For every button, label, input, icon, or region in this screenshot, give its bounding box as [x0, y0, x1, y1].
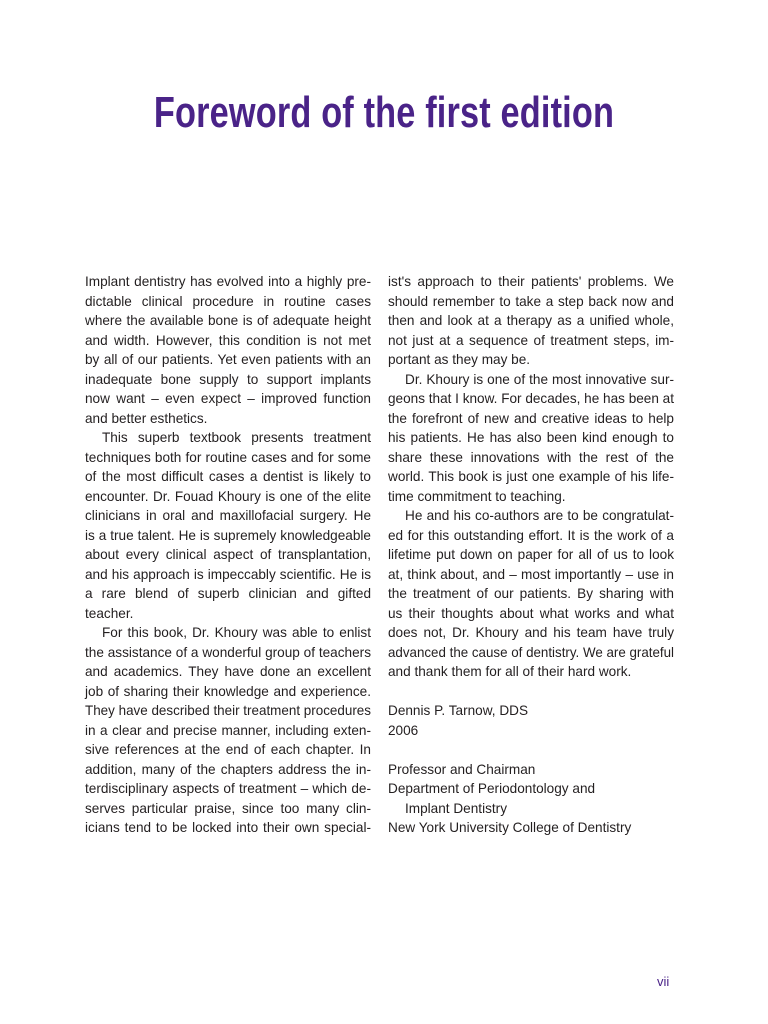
paragraph-line — [85, 662, 371, 682]
paragraph-line — [388, 272, 674, 292]
paragraph-line-text: in a clear and precise manner, including exten- — [85, 722, 371, 738]
paragraph-line-text: They have described their treatment procedures — [85, 703, 371, 718]
paragraph-line-text: icians tend to be locked into their own special- — [85, 820, 371, 835]
paragraph-line — [85, 818, 371, 838]
paragraph-line-text: now want – even expect – improved function — [85, 391, 371, 406]
page-number: vii — [657, 974, 670, 989]
paragraph-line — [388, 292, 674, 312]
paragraph-line-text: should remember to take a step back now and — [388, 293, 674, 309]
paragraph-line — [388, 565, 674, 585]
paragraph-line — [388, 604, 674, 624]
paragraph-line — [388, 584, 674, 604]
paragraph-line — [85, 409, 371, 429]
signature-affiliation-text: Professor and Chairman — [388, 761, 536, 777]
paragraph-line — [388, 448, 674, 468]
paragraph-line-text: ed for this outstanding effort. It is the work of a — [388, 527, 674, 543]
paragraph-line — [85, 428, 371, 448]
paragraph-line-text: does not, Dr. Khoury and his team have truly — [388, 625, 674, 640]
signature-affiliation — [388, 779, 674, 799]
paragraph-line — [85, 331, 371, 351]
right-column — [388, 272, 674, 838]
paragraph-line — [85, 487, 371, 507]
paragraph-line-text: terdisciplinary aspects of treatment – which de- — [85, 781, 371, 796]
page-title-text: Foreword of the first edition — [153, 88, 615, 137]
paragraph-line — [388, 623, 674, 643]
signature-affiliation-text: Implant Dentistry — [405, 800, 507, 816]
paragraph-line — [85, 292, 371, 312]
paragraph-line — [85, 545, 371, 565]
paragraph-line-text: teacher. — [85, 605, 134, 621]
paragraph-line — [85, 604, 371, 624]
paragraph-line-text: He and his co-authors are to be congratulat- — [405, 508, 674, 523]
paragraph-line-text: encounter. Dr. Fouad Khoury is one of the elite — [85, 488, 371, 504]
paragraph-line — [85, 506, 371, 526]
signature-year-text: 2006 — [388, 722, 419, 738]
paragraph-line — [85, 760, 371, 780]
paragraph-line — [85, 584, 371, 604]
paragraph-line-text: and width. However, this condition is not met — [85, 332, 371, 348]
page-title — [0, 88, 768, 138]
spacer — [388, 740, 674, 760]
paragraph-line-text: the forefront of new and creative ideas to help — [388, 410, 674, 426]
paragraph-line-text: by all of our patients. Yet even patients with an — [85, 352, 371, 367]
paragraph-line-text: world. This book is just one example of his life- — [388, 469, 674, 484]
paragraph-line — [388, 526, 674, 546]
paragraph-line — [85, 643, 371, 663]
paragraph-line — [388, 506, 674, 526]
signature-affiliation-text: New York University College of Dentistry — [388, 820, 632, 835]
paragraph-line — [85, 389, 371, 409]
paragraph-line-text: and better esthetics. — [85, 410, 208, 426]
paragraph-line-text: Dr. Khoury is one of the most innovative sur- — [405, 371, 674, 387]
paragraph-line — [85, 623, 371, 643]
paragraph-line-text: time commitment to teaching. — [388, 488, 566, 504]
paragraph-line — [85, 740, 371, 760]
left-column — [85, 272, 371, 838]
paragraph-line — [388, 487, 674, 507]
paragraph-line — [85, 799, 371, 819]
paragraph-line-text: at, think about, and – most importantly – use in — [388, 566, 674, 582]
paragraph-line — [388, 370, 674, 390]
paragraph-line-text: serves particular praise, since too many clin- — [85, 800, 371, 816]
paragraph-line-text: and his approach is impeccably scientific. He is — [85, 566, 371, 582]
paragraph-line — [85, 526, 371, 546]
paragraph-line — [85, 370, 371, 390]
paragraph-line — [388, 662, 674, 682]
paragraph-line-text: a rare blend of superb clinician and gifted — [85, 586, 371, 601]
paragraph-line-text: clinicians in oral and maxillofacial surgery. He — [85, 508, 371, 523]
paragraph-line-text: geons that I know. For decades, he has been at — [388, 391, 674, 406]
paragraph-line-text: lifetime put down on paper for all of us to look — [388, 547, 674, 562]
signature-affiliation — [388, 760, 674, 780]
spacer — [388, 682, 674, 702]
paragraph-line-text: portant as they may be. — [388, 352, 531, 367]
paragraph-line-text: the treatment of our patients. By sharing with — [388, 586, 674, 601]
paragraph-line — [85, 350, 371, 370]
paragraph-line-text: and thank them for all of their hard work. — [388, 664, 632, 679]
paragraph-line-text: us their thoughts about what works and what — [388, 605, 674, 621]
paragraph-line-text: not just at a sequence of treatment steps, im- — [388, 332, 674, 348]
paragraph-line-text: about every clinical aspect of transplantation, — [85, 547, 371, 562]
paragraph-line — [388, 331, 674, 351]
paragraph-line-text: dictable clinical procedure in routine cases — [85, 293, 371, 309]
paragraph-line-text: his patients. He has also been kind enough to — [388, 430, 674, 445]
paragraph-line — [388, 311, 674, 331]
paragraph-line-text: addition, many of the chapters address the in- — [85, 761, 371, 777]
paragraph-line — [85, 448, 371, 468]
signature-affiliation — [388, 799, 674, 819]
paragraph-line-text: then and look at a therapy as a unified whole, — [388, 313, 674, 328]
paragraph-line — [85, 721, 371, 741]
paragraph-line — [388, 643, 674, 663]
paragraph-line-text: inadequate bone supply to support implants — [85, 371, 371, 387]
signature-name — [388, 701, 674, 721]
paragraph-line-text: of the most difficult cases a dentist is likely to — [85, 469, 371, 484]
paragraph-line — [85, 467, 371, 487]
paragraph-line — [388, 409, 674, 429]
paragraph-line — [85, 779, 371, 799]
paragraph-line — [388, 350, 674, 370]
paragraph-line — [85, 311, 371, 331]
paragraph-line-text: sive references at the end of each chapter. In — [85, 742, 371, 757]
paragraph-line-text: For this book, Dr. Khoury was able to enlist — [102, 625, 371, 640]
paragraph-line-text: ist's approach to their patients' problems. We — [388, 274, 674, 289]
paragraph-line — [388, 545, 674, 565]
paragraph-line-text: techniques both for routine cases and for some — [85, 449, 371, 465]
paragraph-line — [388, 467, 674, 487]
paragraph-line-text: Implant dentistry has evolved into a highly pre- — [85, 274, 371, 289]
paragraph-line — [388, 389, 674, 409]
paragraph-line-text: and academics. They have done an excellent — [85, 664, 371, 679]
paragraph-line-text: job of sharing their knowledge and experience. — [85, 683, 371, 699]
paragraph-line-text: advanced the cause of dentistry. We are grateful — [388, 644, 674, 660]
paragraph-line-text: share these innovations with the rest of the — [388, 449, 674, 465]
paragraph-line — [85, 272, 371, 292]
paragraph-line-text: where the available bone is of adequate height — [85, 313, 371, 328]
signature-affiliation — [388, 818, 674, 838]
paragraph-line — [85, 682, 371, 702]
paragraph-line-text: the assistance of a wonderful group of teachers — [85, 644, 371, 660]
signature-affiliation-text: Department of Periodontology and — [388, 781, 596, 796]
paragraph-line — [85, 565, 371, 585]
signature-year — [388, 721, 674, 741]
paragraph-line-text: This superb textbook presents treatment — [102, 430, 371, 445]
paragraph-line-text: is a true talent. He is supremely knowledgeable — [85, 527, 371, 543]
signature-name-text: Dennis P. Tarnow, DDS — [388, 703, 529, 718]
paragraph-line — [85, 701, 371, 721]
paragraph-line — [388, 428, 674, 448]
